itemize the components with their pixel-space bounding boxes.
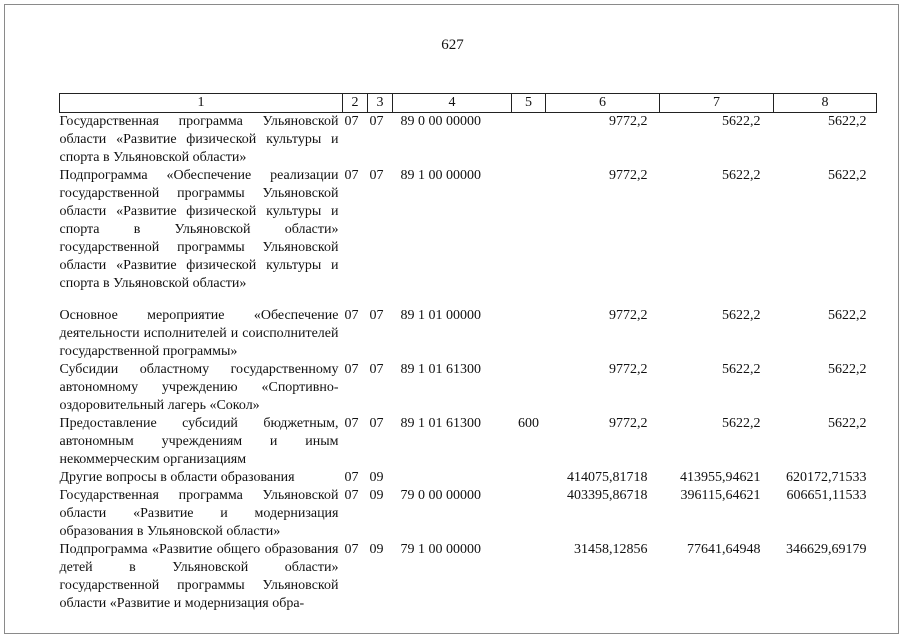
row-expense-type (512, 361, 546, 415)
table-row (60, 469, 877, 487)
row-amount-6: 414075,81718 (567, 470, 648, 485)
row-amount-7: 396115,64621 (680, 488, 761, 503)
row-amount-8: 5622,2 (828, 416, 867, 431)
row-target-code (393, 469, 512, 487)
row-amount-7: 413955,94621 (680, 470, 761, 485)
row-amount-8: 5622,2 (828, 168, 867, 183)
row-expense-type (512, 487, 546, 541)
row-name: Подпрограмма «Развитие общего образования детей в Ульяновской области» государственной программы Ульяновской области «Развитие и модернизация обра- (59, 542, 339, 611)
row-amount-7: 77641,64948 (687, 542, 761, 557)
row-subsection: 07 (369, 308, 384, 323)
row-subsection: 07 (369, 416, 384, 431)
row-expense-type (512, 167, 546, 307)
header-cell: 1 (60, 94, 343, 113)
row-amount-6: 9772,2 (609, 114, 648, 129)
row-name: Государственная программа Ульяновской области «Развитие и модернизация образования в Ульяновской области» (59, 488, 339, 539)
row-target-code: 89 1 01 61300 (400, 362, 481, 377)
header-cell: 2 (343, 94, 368, 113)
header-cell: 5 (512, 94, 546, 113)
row-subsection: 07 (369, 362, 384, 377)
row-amount-8: 5622,2 (828, 308, 867, 323)
table-row (60, 307, 877, 361)
row-section: 07 (344, 470, 359, 485)
row-expense-type (512, 469, 546, 487)
row-amount-6: 9772,2 (609, 416, 648, 431)
row-section: 07 (344, 114, 359, 129)
table-row (60, 415, 877, 469)
row-subsection: 09 (369, 542, 384, 557)
row-name: Другие вопросы в области образования (59, 470, 295, 485)
header-cell: 4 (393, 94, 512, 113)
table-header-row (60, 94, 877, 113)
row-subsection: 07 (369, 168, 384, 183)
header-cell: 8 (774, 94, 877, 113)
row-expense-type: 600 (518, 416, 539, 431)
table-row (60, 167, 877, 307)
row-name: Субсидии областному государственному автономному учреждению «Спортивно-оздоровительный лагерь «Сокол» (59, 362, 339, 413)
row-amount-6: 9772,2 (609, 308, 648, 323)
row-target-code: 89 1 01 00000 (400, 308, 481, 323)
row-expense-type (512, 113, 546, 168)
row-section: 07 (344, 308, 359, 323)
budget-table (59, 93, 877, 613)
header-cell: 6 (546, 94, 660, 113)
row-amount-6: 31458,12856 (574, 542, 648, 557)
row-amount-8: 346629,69179 (786, 542, 867, 557)
row-amount-6: 9772,2 (609, 168, 648, 183)
row-amount-8: 5622,2 (828, 114, 867, 129)
row-expense-type (512, 307, 546, 361)
row-subsection: 07 (369, 114, 384, 129)
row-amount-7: 5622,2 (722, 168, 761, 183)
row-name: Государственная программа Ульяновской области «Развитие физической культуры и спорта в Ульяновской области» (59, 114, 339, 165)
header-cell: 3 (368, 94, 393, 113)
row-amount-8: 606651,11533 (786, 488, 867, 503)
row-name: Основное мероприятие «Обеспечение деятельности исполнителей и соисполнителей государственной программы» (59, 308, 339, 359)
row-target-code: 79 0 00 00000 (400, 488, 481, 503)
row-section: 07 (344, 416, 359, 431)
row-section: 07 (344, 542, 359, 557)
table-row (60, 541, 877, 613)
row-target-code: 79 1 00 00000 (400, 542, 481, 557)
row-amount-6: 403395,86718 (567, 488, 648, 503)
header-cell: 7 (660, 94, 774, 113)
row-amount-8: 5622,2 (828, 362, 867, 377)
row-target-code: 89 1 01 61300 (400, 416, 481, 431)
row-subsection: 09 (369, 470, 384, 485)
row-target-code: 89 1 00 00000 (400, 168, 481, 183)
row-target-code: 89 0 00 00000 (400, 114, 481, 129)
table-row (60, 487, 877, 541)
table-row (60, 113, 877, 168)
row-amount-7: 5622,2 (722, 416, 761, 431)
row-name: Предоставление субсидий бюджетным, автономным учреждениям и иным некоммерческим организациям (59, 416, 339, 467)
row-name: Подпрограмма «Обеспечение реализации государственной программы Ульяновской области «Развитие физической культуры и спорта в Ульяновской области» государственной программы Ульяновской области «Развитие физической культуры и спорта в Ульяновской области» (59, 168, 339, 291)
row-section: 07 (344, 488, 359, 503)
row-expense-type (512, 541, 546, 613)
row-section: 07 (344, 362, 359, 377)
row-section: 07 (344, 168, 359, 183)
page-number: 627 (441, 37, 464, 53)
row-amount-8: 620172,71533 (786, 470, 867, 485)
row-amount-7: 5622,2 (722, 308, 761, 323)
row-amount-7: 5622,2 (722, 114, 761, 129)
row-amount-7: 5622,2 (722, 362, 761, 377)
row-subsection: 09 (369, 488, 384, 503)
row-amount-6: 9772,2 (609, 362, 648, 377)
table-row (60, 361, 877, 415)
